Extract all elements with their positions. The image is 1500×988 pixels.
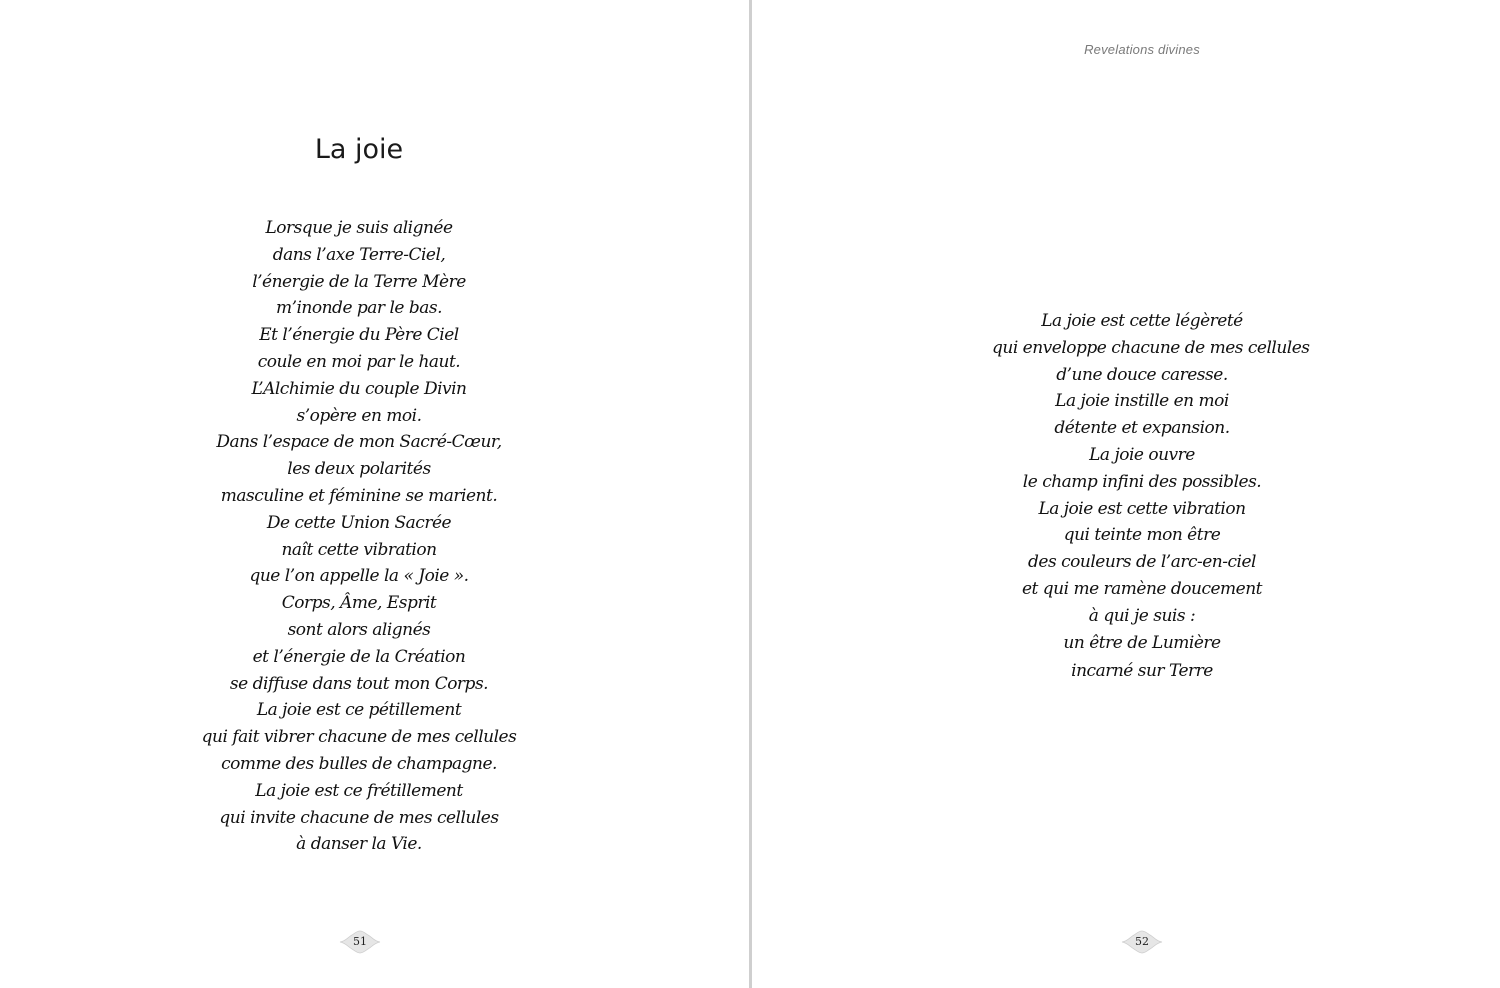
poem-line: La joie est ce pétillement xyxy=(256,700,462,721)
left-page xyxy=(0,0,749,988)
poem-line: Dans l’espace de mon Sacré-Cœur, xyxy=(216,432,502,453)
poem-line: La joie est cette vibration xyxy=(1038,498,1246,519)
poem-line: dans l’axe Terre-Ciel, xyxy=(272,244,446,265)
poem-line: m’inonde par le bas. xyxy=(275,298,443,319)
poem-line: L’Alchimie du couple Divin xyxy=(251,378,467,399)
poem-line: comme des bulles de champagne. xyxy=(221,753,497,774)
poem-line: naît cette vibration xyxy=(281,539,437,560)
poem-line: et l’énergie de la Création xyxy=(252,646,466,667)
poem-line: sont alors alignés xyxy=(287,619,431,640)
poem-line: qui invite chacune de mes cellules xyxy=(219,807,499,828)
page-number-left xyxy=(338,929,382,955)
page-number-right xyxy=(1120,929,1164,955)
page-number-text: 51 xyxy=(353,935,367,948)
poem-line: incarné sur Terre xyxy=(1071,661,1213,682)
poem-line: qui fait vibrer chacune de mes cellules xyxy=(201,727,517,748)
poem-line: un être de Lumière xyxy=(1063,632,1221,653)
poem-line: De cette Union Sacrée xyxy=(266,512,452,533)
poem-line: Corps, Âme, Esprit xyxy=(281,593,437,614)
page-number-text: 52 xyxy=(1135,935,1149,948)
poem-line: à qui je suis : xyxy=(1088,605,1196,626)
poem-line: qui enveloppe chacune de mes cellules xyxy=(992,337,1310,358)
poem-line: La joie est cette légèreté xyxy=(1041,311,1243,331)
poem-line: à danser la Vie. xyxy=(296,834,422,855)
poem-line: que l’on appelle la « Joie ». xyxy=(249,566,469,587)
poem-line: coule en moi par le haut. xyxy=(257,351,461,372)
running-header: Revelations divines xyxy=(1084,42,1200,57)
poem-line: Et l’énergie du Père Ciel xyxy=(259,325,459,346)
poem-line: le champ infini des possibles. xyxy=(1022,471,1262,492)
poem-line: l’énergie de la Terre Mère xyxy=(252,271,466,292)
poem-line: se diffuse dans tout mon Corps. xyxy=(229,673,489,694)
poem-line: La joie ouvre xyxy=(1089,444,1195,465)
poem-line: masculine et féminine se marient. xyxy=(220,485,498,506)
poem-line: détente et expansion. xyxy=(1054,418,1230,439)
poem-line: les deux polarités xyxy=(287,459,431,480)
left-poem xyxy=(160,215,558,858)
chapter-title: La joie xyxy=(314,134,404,165)
poem-line: des couleurs de l’arc-en-ciel xyxy=(1028,552,1256,573)
poem-line: Lorsque je suis alignée xyxy=(265,218,453,238)
right-page xyxy=(752,0,1500,988)
poem-line: La joie instille en moi xyxy=(1055,391,1229,412)
poem-line: La joie est ce frétillement xyxy=(255,780,463,801)
poem-line: et qui me ramène doucement xyxy=(1021,578,1263,599)
poem-line: qui teinte mon être xyxy=(1063,525,1221,546)
poem-line: s’opère en moi. xyxy=(296,405,422,426)
right-poem xyxy=(992,308,1310,685)
poem-line: d’une douce caresse. xyxy=(1056,364,1228,385)
